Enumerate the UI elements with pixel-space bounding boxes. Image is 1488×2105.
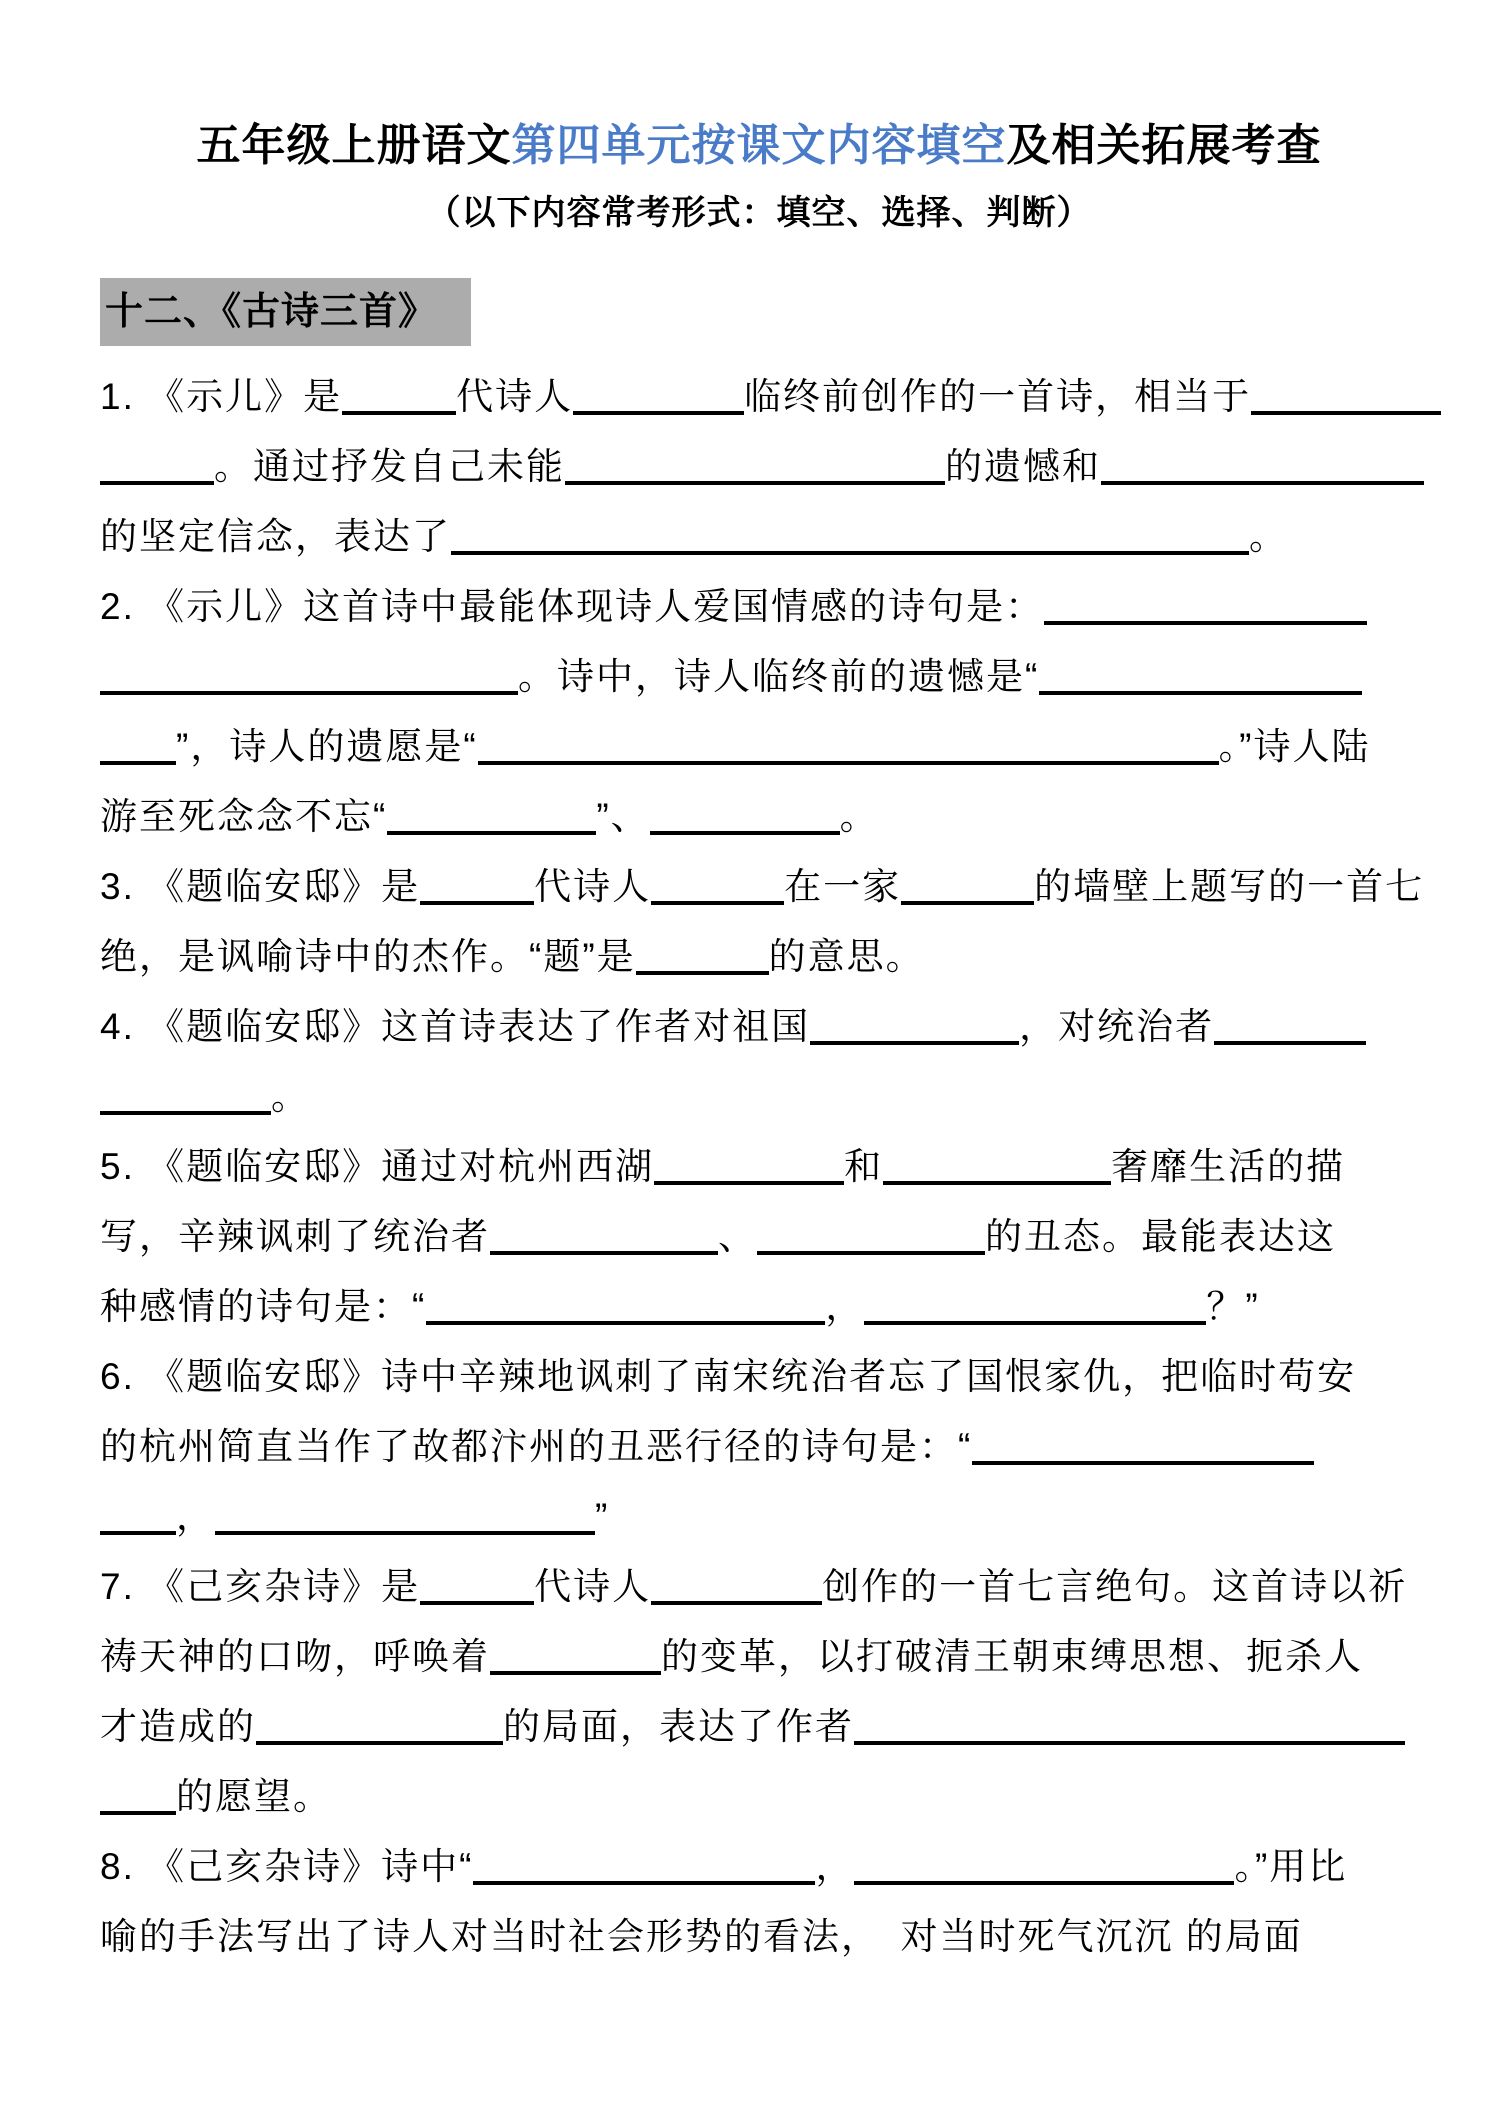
fill-in-blank xyxy=(473,1881,815,1885)
line-text: 游至死念念不忘“ xyxy=(100,796,388,837)
text-line xyxy=(100,1832,1418,1902)
title-suffix: 及相关拓展考查 xyxy=(1006,121,1322,170)
fill-in-blank xyxy=(651,901,784,905)
line-text: 、 xyxy=(718,1216,757,1257)
fill-in-blank xyxy=(565,481,945,485)
fill-in-blank xyxy=(651,1601,822,1605)
line-text: 种感情的诗句是：“ xyxy=(100,1286,427,1327)
line-text: 的遗憾和 xyxy=(945,446,1101,487)
fill-in-blank xyxy=(420,901,534,905)
text-line xyxy=(100,1132,1418,1202)
line-text: ， xyxy=(815,1846,855,1887)
fill-in-blank xyxy=(1251,411,1441,415)
fill-in-blank xyxy=(451,551,1249,555)
line-text: 代诗人 xyxy=(534,866,652,907)
fill-in-blank xyxy=(864,1321,1206,1325)
line-text: 创作的一首七言绝句。这首诗以祈 xyxy=(822,1566,1408,1607)
fill-in-blank xyxy=(100,1531,176,1535)
fill-in-blank xyxy=(100,761,176,765)
fill-in-blank xyxy=(901,901,1034,905)
line-text: 写，辛辣讽刺了统治者 xyxy=(100,1216,490,1257)
line-text: 的局面，表达了作者 xyxy=(503,1706,854,1747)
fill-in-blank xyxy=(1039,691,1362,695)
text-line xyxy=(100,1902,1418,1972)
text-line xyxy=(100,1342,1418,1412)
fill-in-blank xyxy=(1214,1041,1366,1045)
text-line xyxy=(100,852,1425,922)
fill-in-blank xyxy=(810,1041,1019,1045)
text-line xyxy=(100,1552,1418,1622)
fill-in-blank xyxy=(1101,481,1424,485)
fill-in-blank xyxy=(854,1741,1405,1745)
text-line xyxy=(100,1482,1418,1552)
fill-in-blank xyxy=(490,1671,661,1675)
fill-in-blank xyxy=(426,1321,825,1325)
line-text: 6. 《题临安邸》诗中辛辣地讽刺了南宋统治者忘了国恨家仇，把临时苟安 xyxy=(100,1356,1357,1397)
title-prefix: 五年级上册语文 xyxy=(196,121,512,170)
text-line xyxy=(100,1272,1418,1342)
fill-in-blank xyxy=(256,1741,503,1745)
line-text: 代诗人 xyxy=(534,1566,652,1607)
text-line xyxy=(100,712,1418,782)
line-text: ？” xyxy=(1206,1286,1260,1327)
line-text: 的坚定信念，表达了 xyxy=(100,516,451,557)
line-text: 。 xyxy=(271,1076,310,1117)
body-lines xyxy=(100,362,1425,1972)
line-text: 的丑态。最能表达这 xyxy=(985,1216,1336,1257)
line-text: 4. 《题临安邸》这首诗表达了作者对祖国 xyxy=(100,1006,811,1047)
line-text: 。”用比 xyxy=(1234,1846,1348,1887)
line-text: 的愿望。 xyxy=(176,1776,332,1817)
line-text: 。通过抒发自己未能 xyxy=(214,446,565,487)
fill-in-blank xyxy=(854,1881,1234,1885)
section-heading: 十二、《古诗三首》 xyxy=(100,278,471,346)
fill-in-blank xyxy=(636,971,769,975)
line-text: 才造成的 xyxy=(100,1706,256,1747)
text-line xyxy=(100,362,1418,432)
line-text: 绝，是讽喻诗中的杰作。“题”是 xyxy=(100,936,636,977)
fill-in-blank xyxy=(215,1531,595,1535)
line-text: 的变革，以打破清王朝束缚思想、扼杀人 xyxy=(661,1636,1363,1677)
line-text: 和 xyxy=(844,1146,884,1187)
text-line xyxy=(100,1622,1418,1692)
fill-in-blank xyxy=(100,1111,271,1115)
fill-in-blank xyxy=(490,1251,718,1255)
line-text: ”、 xyxy=(596,796,650,837)
line-text: ，对统治者 xyxy=(1019,1006,1215,1047)
line-text: ”，诗人的遗愿是“ xyxy=(176,726,478,767)
line-text: 代诗人 xyxy=(456,376,574,417)
line-text: 的墙壁上题写的一首七 xyxy=(1034,866,1425,907)
line-text: 奢靡生活的描 xyxy=(1111,1146,1346,1187)
page-title xyxy=(100,118,1418,174)
text-line xyxy=(100,1692,1418,1762)
fill-in-blank xyxy=(420,1601,534,1605)
line-text: 3. 《题临安邸》是 xyxy=(100,866,421,907)
text-line xyxy=(100,502,1418,572)
fill-in-blank xyxy=(972,1461,1314,1465)
text-line xyxy=(100,1202,1418,1272)
fill-in-blank xyxy=(573,411,744,415)
line-text: 。 xyxy=(1249,516,1288,557)
line-text: 临终前创作的一首诗，相当于 xyxy=(744,376,1252,417)
text-line xyxy=(100,572,1418,642)
line-text: ” xyxy=(595,1496,610,1537)
fill-in-blank xyxy=(1044,621,1367,625)
text-line xyxy=(100,642,1418,712)
fill-in-blank xyxy=(100,691,518,695)
line-text: 。诗中，诗人临终前的遗憾是“ xyxy=(518,656,1040,697)
line-text: 祷天神的口吻，呼唤着 xyxy=(100,1636,490,1677)
text-line xyxy=(100,782,1418,852)
text-line xyxy=(100,922,1418,992)
line-text: 8. 《己亥杂诗》诗中“ xyxy=(100,1846,474,1887)
text-line xyxy=(100,1062,1418,1132)
fill-in-blank xyxy=(757,1251,985,1255)
subtitle: （以下内容常考形式：填空、选择、判断） xyxy=(426,194,1092,232)
fill-in-blank xyxy=(342,411,456,415)
text-line xyxy=(100,432,1418,502)
fill-in-blank xyxy=(650,831,840,835)
fill-in-blank xyxy=(883,1181,1111,1185)
title-highlight: 第四单元按课文内容填空 xyxy=(511,121,1007,170)
fill-in-blank xyxy=(478,761,1219,765)
line-text: 在一家 xyxy=(784,866,902,907)
line-text: 的意思。 xyxy=(768,936,925,977)
text-line xyxy=(100,1412,1418,1482)
line-text: 。 xyxy=(839,796,879,837)
fill-in-blank xyxy=(100,481,214,485)
line-text: 7. 《己亥杂诗》是 xyxy=(100,1566,421,1607)
line-text: ， xyxy=(176,1496,215,1537)
line-text: 喻的手法写出了诗人对当时社会形势的看法， 对当时死气沉沉 的局面 xyxy=(100,1916,1303,1957)
text-line xyxy=(100,1762,1418,1832)
line-text: ， xyxy=(825,1286,865,1327)
line-text: 1. 《示儿》是 xyxy=(100,376,343,417)
fill-in-blank xyxy=(387,831,596,835)
line-text: 的杭州简直当作了故都汴州的丑恶行径的诗句是：“ xyxy=(100,1426,973,1467)
fill-in-blank xyxy=(654,1181,844,1185)
text-line xyxy=(100,992,1418,1062)
fill-in-blank xyxy=(100,1811,176,1815)
line-text: 5. 《题临安邸》通过对杭州西湖 xyxy=(100,1146,655,1187)
line-text: 2. 《示儿》这首诗中最能体现诗人爱国情感的诗句是： xyxy=(100,586,1045,627)
line-text: 。”诗人陆 xyxy=(1218,726,1371,767)
